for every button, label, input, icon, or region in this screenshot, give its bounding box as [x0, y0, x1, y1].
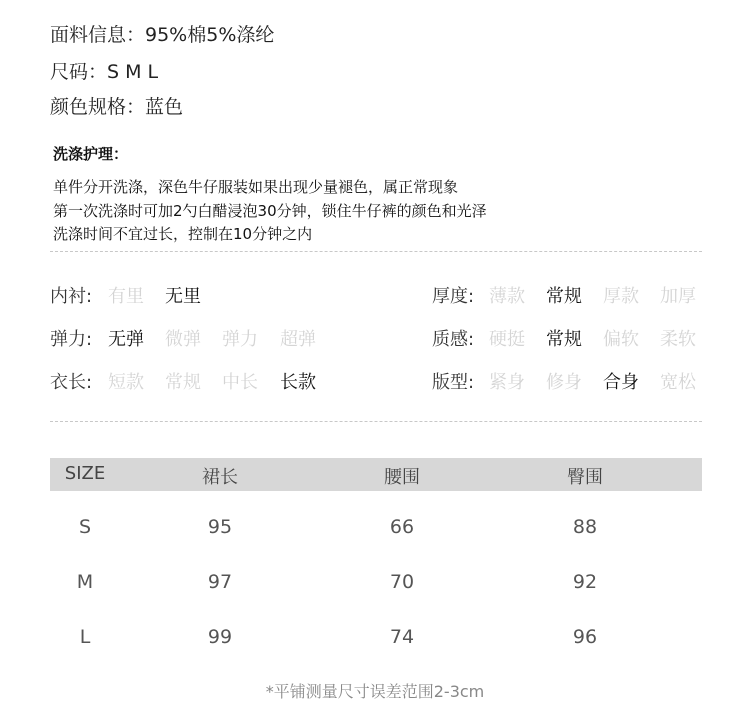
measurement-note: *平铺测量尺寸误差范围2-3cm [265, 682, 485, 701]
lining-option: 有里 [108, 286, 144, 307]
length-option-selected: 长款 [280, 372, 316, 393]
divider [50, 421, 702, 422]
length-label: 衣长: [50, 372, 93, 393]
lining-option-selected: 无里 [165, 286, 201, 307]
color-info: 颜色规格：蓝色 [50, 96, 184, 118]
length-option: 短款 [108, 372, 144, 393]
elasticity-option: 超弹 [280, 329, 316, 350]
care-line: 洗涤时间不宜过长，控制在10分钟之内 [53, 225, 313, 243]
waist-cell: 74 [389, 626, 415, 648]
fabric-info: 面料信息：95%棉5%涤纶 [50, 24, 275, 46]
thickness-option: 薄款 [489, 286, 525, 307]
elasticity-option: 微弹 [165, 329, 201, 350]
thickness-option: 厚款 [603, 286, 639, 307]
thickness-label: 厚度: [432, 286, 475, 307]
size-table-header [50, 458, 702, 491]
fit-option: 宽松 [660, 372, 696, 393]
size-cell: L [79, 626, 91, 648]
elasticity-label: 弹力: [50, 329, 93, 350]
hip-cell: 92 [572, 571, 598, 593]
fit-option: 修身 [546, 372, 582, 393]
hip-cell: 96 [572, 626, 598, 648]
elasticity-option: 弹力 [222, 329, 258, 350]
hip-cell: 88 [572, 516, 598, 538]
care-line: 第一次洗涤时可加2勺白醋浸泡30分钟，锁住牛仔裤的颜色和光泽 [53, 202, 487, 220]
texture-option: 偏软 [603, 329, 639, 350]
size-cell: M [76, 571, 94, 593]
length-option: 常规 [165, 372, 201, 393]
care-line: 单件分开洗涤，深色牛仔服装如果出现少量褪色，属正常现象 [53, 178, 459, 196]
header-skirt-length: 裙长 [202, 467, 238, 488]
size-info: 尺码：S M L [50, 61, 159, 83]
care-title: 洗涤护理： [53, 145, 129, 163]
length-option: 中长 [222, 372, 258, 393]
lining-label: 内衬: [50, 286, 93, 307]
skirt-length-cell: 95 [207, 516, 233, 538]
header-waist: 腰围 [384, 467, 420, 488]
size-cell: S [78, 516, 92, 538]
divider [50, 251, 702, 252]
skirt-length-cell: 99 [207, 626, 233, 648]
texture-label: 质感: [432, 329, 475, 350]
skirt-length-cell: 97 [207, 571, 233, 593]
fit-label: 版型: [432, 372, 475, 393]
header-hip: 臀围 [567, 467, 603, 488]
thickness-option-selected: 常规 [546, 286, 582, 307]
waist-cell: 66 [389, 516, 415, 538]
texture-option: 硬挺 [489, 329, 525, 350]
waist-cell: 70 [389, 571, 415, 593]
header-size: SIZE [64, 463, 106, 484]
fit-option-selected: 合身 [603, 372, 639, 393]
fit-option: 紧身 [489, 372, 525, 393]
texture-option-selected: 常规 [546, 329, 582, 350]
texture-option: 柔软 [660, 329, 696, 350]
elasticity-option-selected: 无弹 [108, 329, 144, 350]
thickness-option: 加厚 [660, 286, 696, 307]
